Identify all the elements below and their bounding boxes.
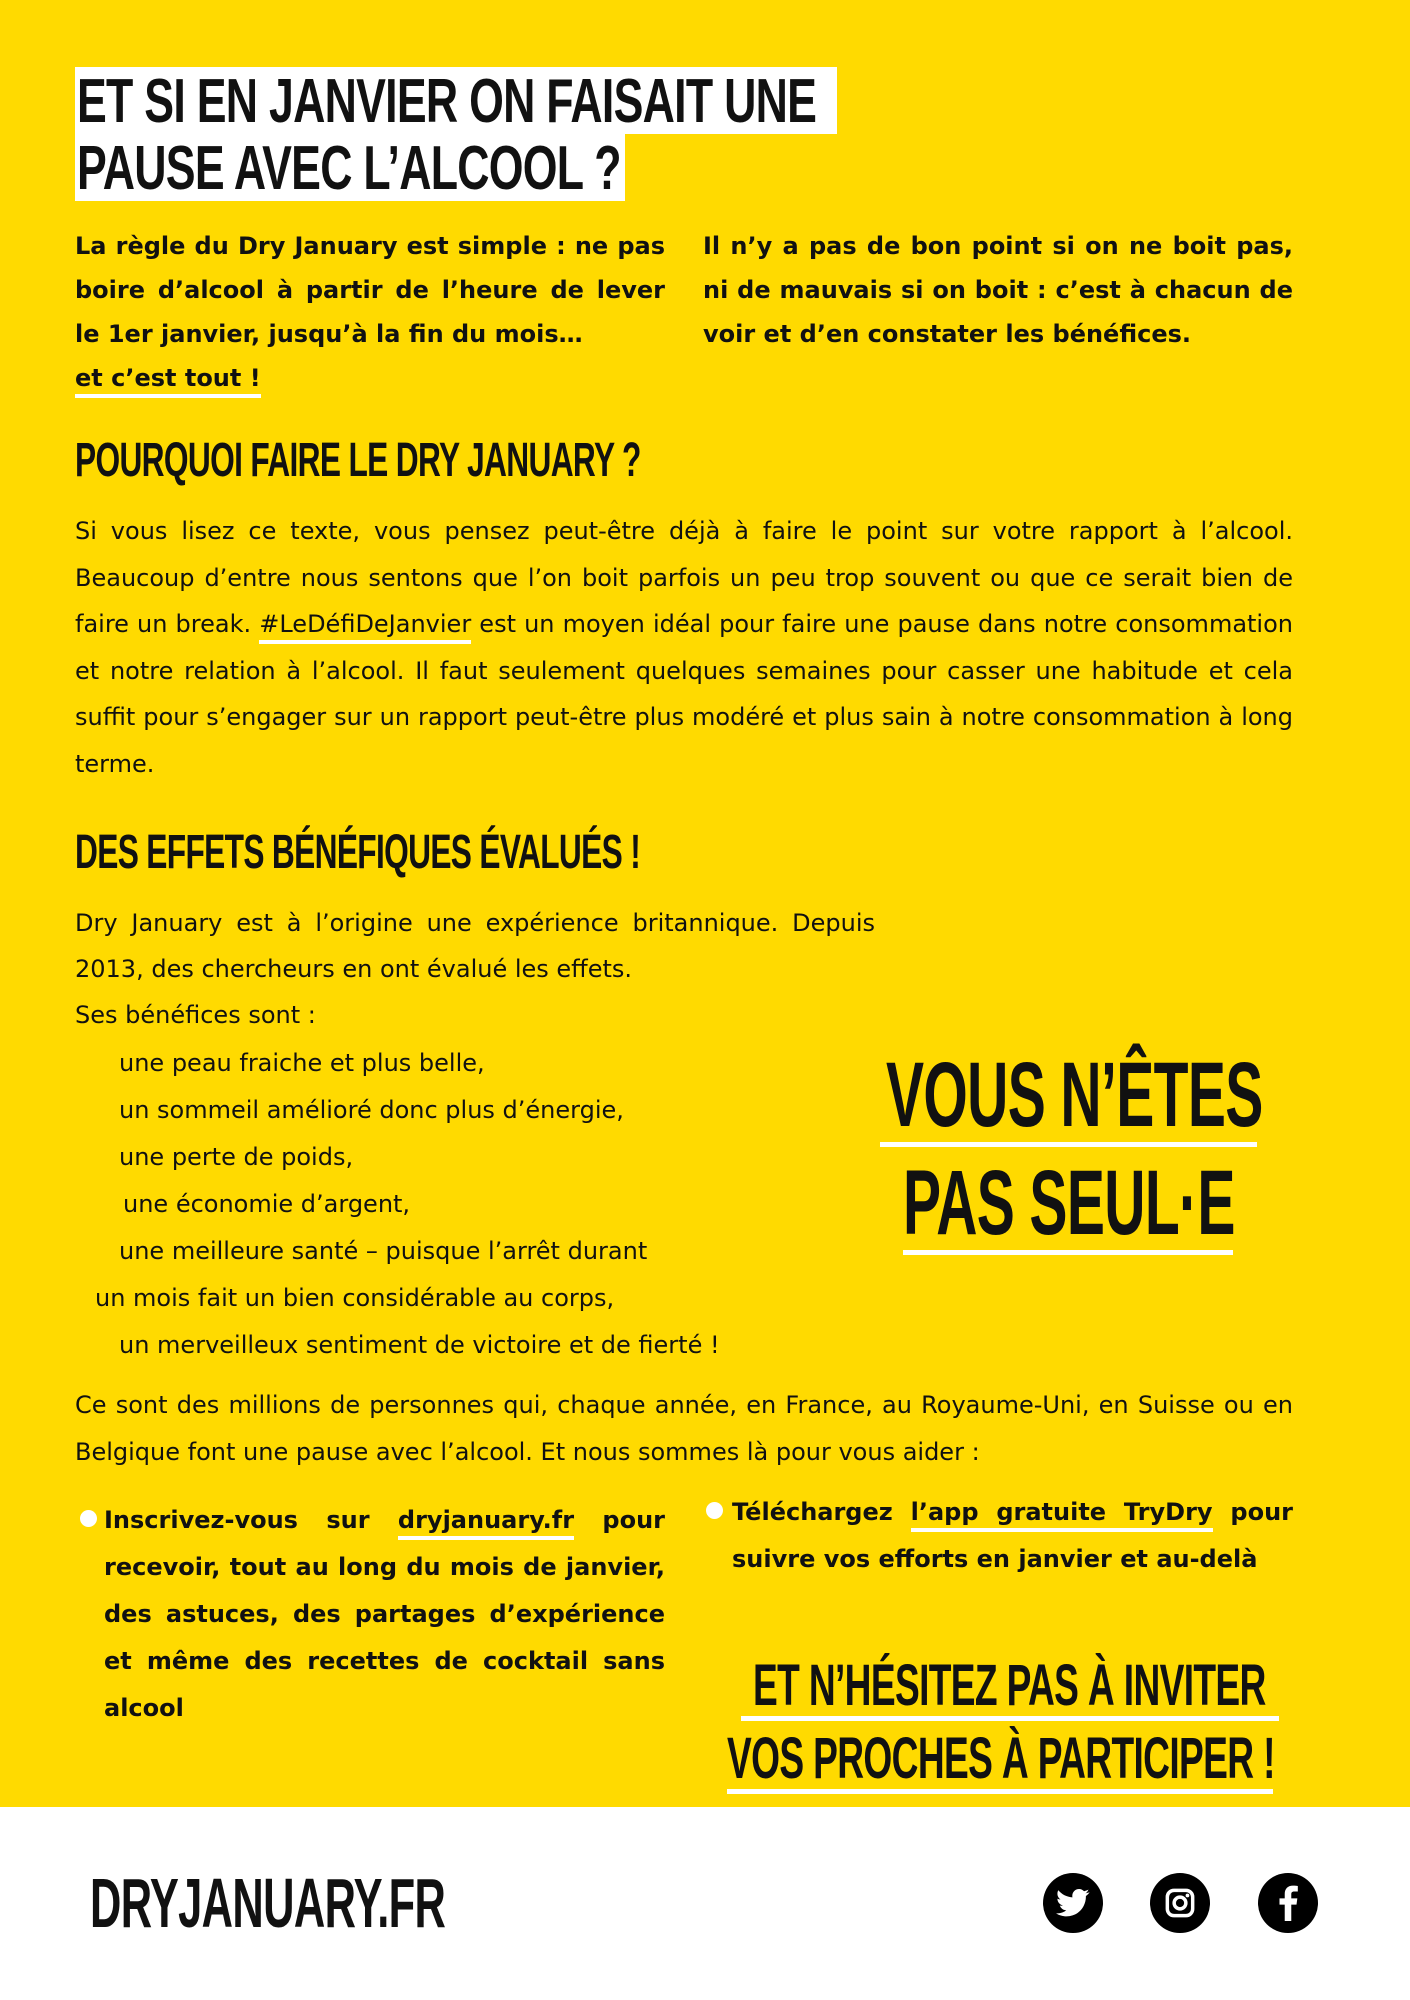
title-line-1: ET SI EN JANVIER ON FAISAIT UNE [75, 67, 837, 134]
list-item: une peau fraiche et plus belle, [75, 1040, 835, 1087]
community-paragraph: Ce sont des millions de personnes qui, chaque année, en France, au Royaume-Uni, en Suisse ou en Belgique font une pause avec l’alcool. Et nous sommes là pour vous aider : [75, 1391, 1293, 1466]
list-item: une perte de poids, [75, 1134, 835, 1181]
list-item: une économie d’argent, [75, 1181, 835, 1228]
trydry-app-link[interactable]: l’app gratuite TryDry [911, 1498, 1213, 1532]
cta-line-2: VOS PROCHES À PARTICIPER ! [727, 1723, 1273, 1794]
page-title [75, 67, 837, 201]
list-item: un merveilleux sentiment de victoire et de fierté ! [75, 1322, 835, 1369]
list-item: un sommeil amélioré donc plus d’énergie, [75, 1087, 835, 1134]
list-item: une meilleure santé – puisque l’arrêt durant un mois fait un bien considérable au corps, [75, 1228, 835, 1322]
why-heading: POURQUOI FAIRE LE DRY JANUARY ? [75, 434, 641, 487]
signup-block: Inscrivez-vous sur dryjanuary.fr pour recevoir, tout au long du mois de janvier, des astuces, des partages d’expérience et même des recettes de cocktail sans alcool [104, 1506, 665, 1722]
hashtag-link[interactable]: #LeDéfiDeJanvier [259, 610, 471, 644]
twitter-icon[interactable] [1043, 1873, 1103, 1933]
bullet-dot-icon [80, 1510, 97, 1527]
intro-right: Il n’y a pas de bon point si on ne boit pas, ni de mauvais si on boit : c’est à chacun de voir et d’en constater les bénéfices. [703, 232, 1293, 348]
invite-cta [727, 1650, 1279, 1794]
bullet-dot-icon [706, 1502, 723, 1519]
effects-heading: DES EFFETS BÉNÉFIQUES ÉVALUÉS ! [75, 826, 641, 879]
facebook-icon[interactable] [1258, 1873, 1318, 1933]
benefits-list [75, 1040, 835, 1369]
title-line-2: PAUSE AVEC L’ALCOOL ? [75, 134, 625, 201]
app-block: Téléchargez l’app gratuite TryDry pour suivre vos efforts en janvier et au-delà [732, 1498, 1294, 1573]
not-alone-callout [878, 1044, 1263, 1259]
why-paragraph: Si vous lisez ce texte, vous pensez peut-être déjà à faire le point sur votre rapport à l’alcool. Beaucoup d’entre nous sentons que l’on boit parfois un peu trop souvent ou que ce serait bien de faire un break. #LeDéfiDeJanvier est un moyen idéal pour faire une pause dans notre consommation et notre relation à l’alcool. Il faut seulement quelques semaines pour casser une habitude et cela suffit pour s’engager sur un rapport peut-être plus modéré et plus sain à notre consommation à long terme. [75, 517, 1293, 778]
callout-line-2: PAS SEUL·E [903, 1152, 1235, 1254]
cta-line-1: ET N’HÉSITEZ PAS À INVITER [741, 1650, 1279, 1721]
instagram-icon[interactable] [1150, 1873, 1210, 1933]
callout-line-1: VOUS N’ÊTES [880, 1045, 1257, 1147]
intro-emphasis: et c’est tout ! [75, 364, 261, 398]
intro-left: La règle du Dry January est simple : ne pas boire d’alcool à partir de l’heure de lever le 1er janvier, jusqu’à la fin du mois… et c’est tout ! [75, 224, 665, 400]
effects-intro: Dry January est à l’origine une expérience britannique. Depuis 2013, des chercheurs en ont évalué les effets. Ses bénéfices sont : [75, 909, 875, 1029]
footer-logo[interactable]: DRYJANUARY.FR [90, 1864, 446, 1942]
dryjanuary-link[interactable]: dryjanuary.fr [398, 1506, 574, 1540]
